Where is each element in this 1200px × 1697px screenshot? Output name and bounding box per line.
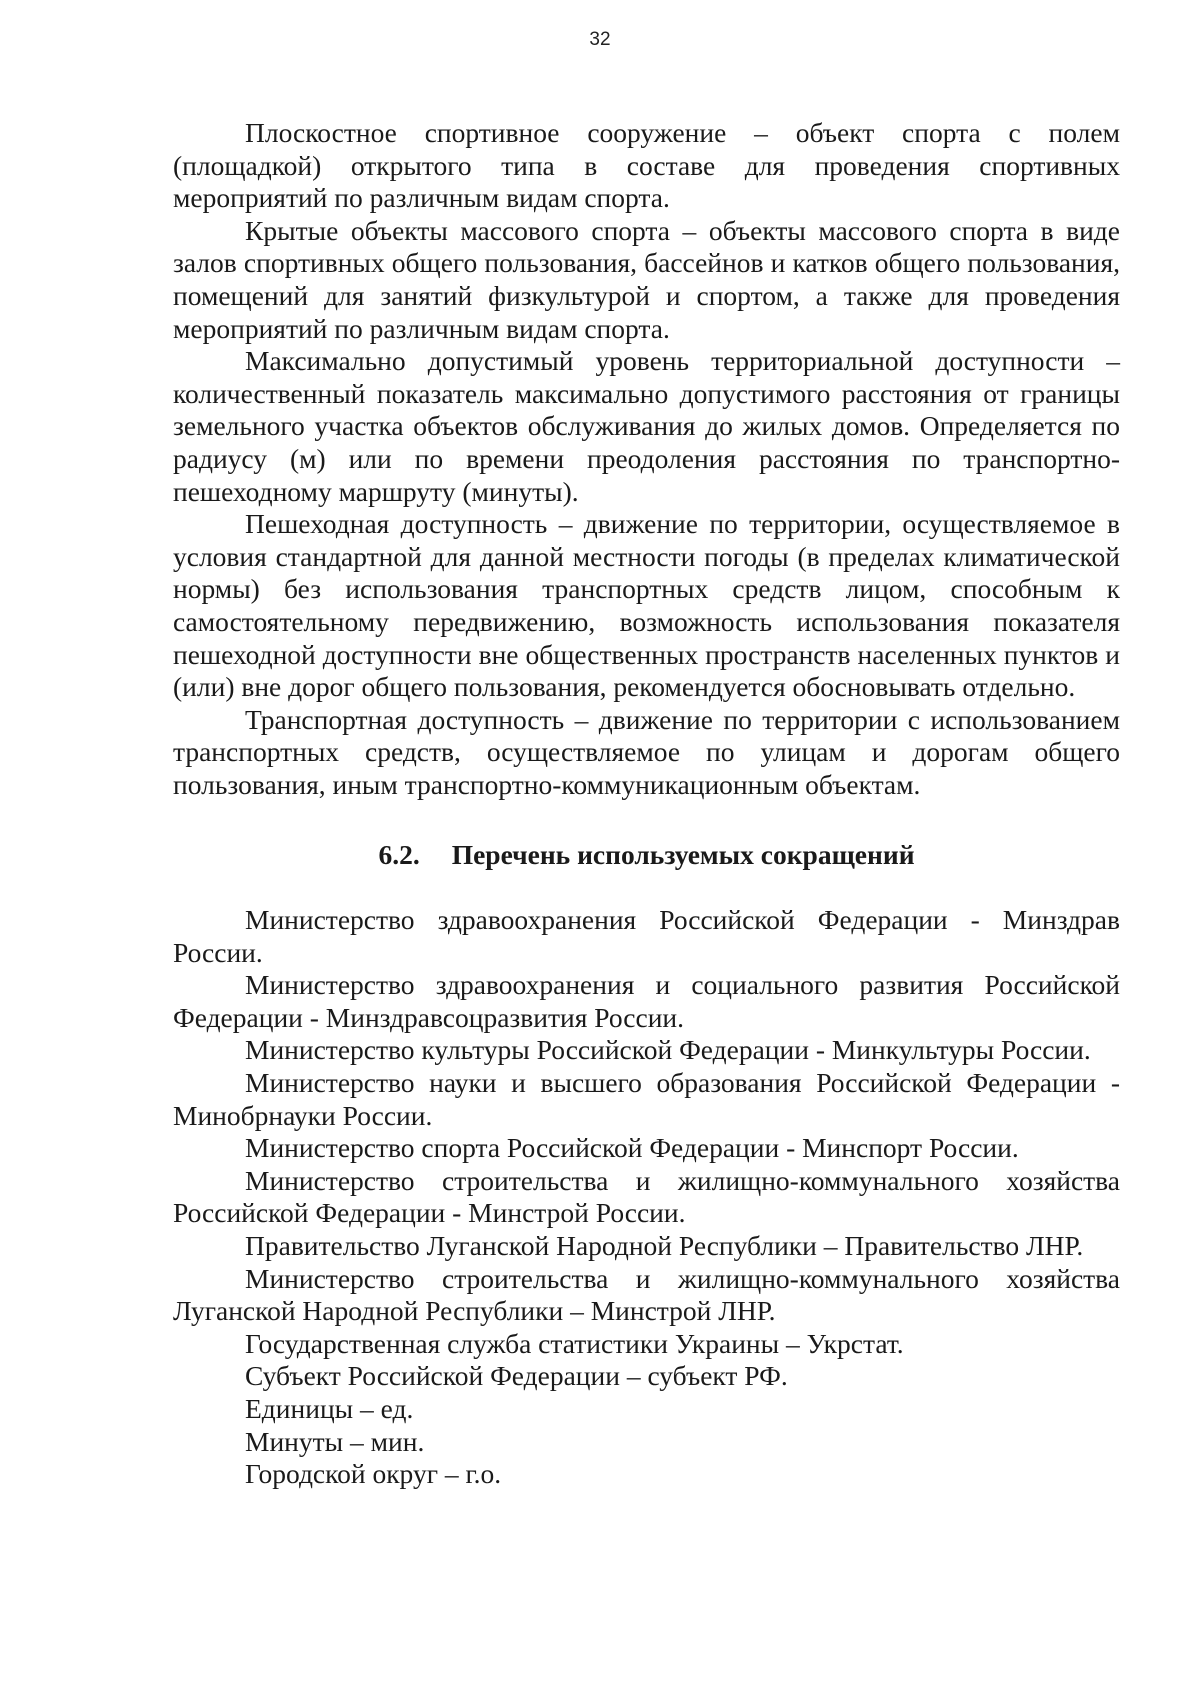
definition-paragraph: Максимально допустимый уровень территориальной доступности – количественный показатель максимально допустимого расстояния от границы земельного участка объектов обслуживания до жилых домов. Определяется по радиусу (м) или по времени преодоления расстояния по транспортно-пешеходному маршруту (минуты). <box>173 345 1120 507</box>
abbreviation-entry: Министерство строительства и жилищно-коммунального хозяйства Луганской Народной Республики – Минстрой ЛНР. <box>173 1262 1120 1327</box>
abbreviation-entry: Министерство науки и высшего образования Российской Федерации - Минобрнауки России. <box>173 1067 1120 1131</box>
definition-paragraph: Транспортная доступность – движение по территории с использованием транспортных средств, осуществляемое по улицам и дорогам общего пользования, иным транспортно-коммуникационным объектам. <box>173 703 1120 800</box>
abbreviation-entry: Правительство Луганской Народной Республики – Правительство ЛНР. <box>245 1230 1084 1261</box>
section-number: 6.2. <box>378 839 420 871</box>
abbreviation-entry: Министерство культуры Российской Федерации - Минкультуры России. <box>245 1034 1091 1066</box>
abbreviation-entry: Министерство спорта Российской Федерации - Минспорт России. <box>245 1132 1019 1164</box>
page-content <box>173 117 1120 1491</box>
abbreviation-entry: Государственная служба статистики Украины – Укрстат. <box>245 1327 904 1359</box>
abbreviation-entry: Министерство здравоохранения Российской Федерации - Минздрав России. <box>173 904 1120 968</box>
abbreviation-entry: Городской округ – г.о. <box>245 1458 502 1490</box>
definition-paragraph: Крытые объекты массового спорта – объекты массового спорта в виде залов спортивных общего пользования, бассейнов и катков общего пользования, помещений для занятий физкультурой и спортом, а также для проведения мероприятий по различным видам спорта. <box>173 214 1120 344</box>
definition-paragraph: Плоскостное спортивное сооружение – объект спорта с полем (площадкой) открытого типа в составе для проведения спортивных мероприятий по различным видам спорта. <box>173 117 1120 214</box>
abbreviation-entry: Минуты – мин. <box>245 1425 425 1457</box>
page-number: 32 <box>589 29 611 50</box>
definition-paragraph: Пешеходная доступность – движение по территории, осуществляемое в условия стандартной для данной местности погоды (в пределах климатической нормы) без использования транспортных средств лицом, способным к самостоятельному передвижению, возможность использования показателя пешеходной доступности вне общественных пространств населенных пунктов и (или) вне дорог общего пользования, рекомендуется обосновывать отдельно. <box>173 508 1120 703</box>
section-title: Перечень используемых сокращений <box>451 839 915 871</box>
section-heading <box>173 839 1120 872</box>
abbreviation-entry: Единицы – ед. <box>245 1392 414 1424</box>
abbreviation-entry: Министерство строительства и жилищно-коммунального хозяйства Российской Федерации - Минстрой России. <box>173 1164 1120 1229</box>
abbreviation-entry: Министерство здравоохранения и социального развития Российской Федерации - Минздравсоцразвития России. <box>173 969 1120 1033</box>
abbreviation-entry: Субъект Российской Федерации – субъект РФ. <box>245 1360 788 1392</box>
